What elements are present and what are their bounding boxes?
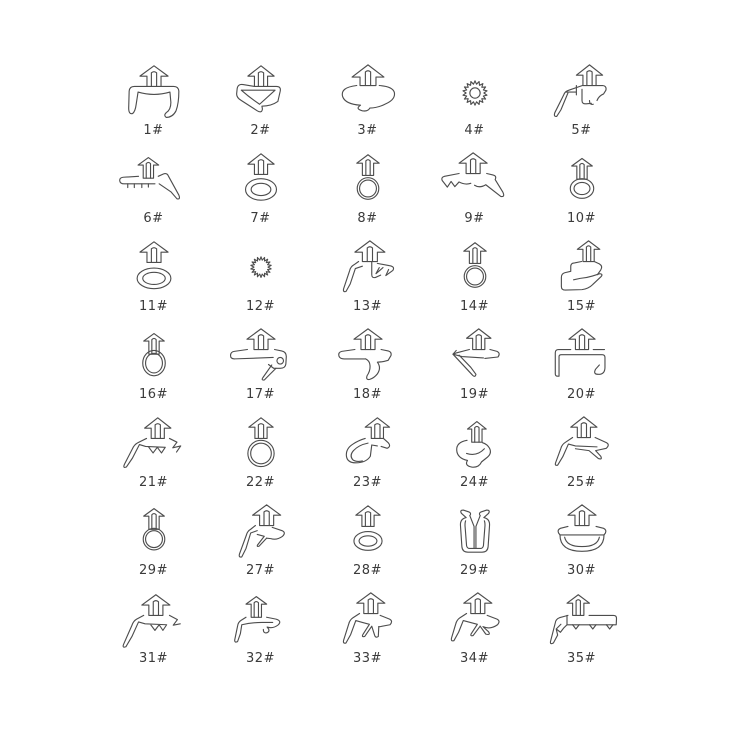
profile-label: 25# [567, 475, 596, 490]
profile-label: 19# [460, 387, 489, 402]
arrow-anchor-slant-leg-branches-icon [211, 503, 311, 563]
arrow-anchor-large-circle-ring-icon [211, 415, 311, 475]
arrow-anchor-slant-leg-flippers-icon [318, 239, 418, 299]
arrow-anchor-tall-oval-ring-icon [104, 327, 204, 387]
arrow-anchor-wavy-bar-flipper-icon [425, 151, 525, 211]
serrated-ring-icon [425, 63, 525, 123]
profile-label: 14# [460, 299, 489, 314]
arrow-anchor-wide-oval-ring-icon [104, 239, 204, 299]
profile-item-14 [421, 232, 528, 320]
profile-label: 7# [250, 211, 271, 226]
arrow-anchor-long-leg-zigzag-icon [104, 591, 204, 651]
profile-label: 27# [246, 563, 275, 578]
profile-item-33 [314, 584, 421, 672]
profile-label: 2# [250, 123, 271, 138]
profile-label: 15# [567, 299, 596, 314]
arrow-anchor-circle-ring-icon [318, 151, 418, 211]
arrow-anchor-oval-ring-icon [318, 503, 418, 563]
profile-label: 35# [567, 651, 596, 666]
profile-item-32 [207, 584, 314, 672]
profile-item-20 [528, 320, 635, 408]
profile-item-23 [314, 408, 421, 496]
profile-item-29 [421, 496, 528, 584]
profile-label: 33# [353, 651, 382, 666]
profile-item-6 [100, 144, 207, 232]
profile-item-31 [100, 584, 207, 672]
profile-item-16 [100, 320, 207, 408]
profile-label: 6# [143, 211, 164, 226]
profile-label: 29# [460, 563, 489, 578]
profile-label: 31# [139, 651, 168, 666]
profile-label: 9# [464, 211, 485, 226]
arrow-anchor-arrowhead-leg-icon [425, 327, 525, 387]
profile-label: 3# [357, 123, 378, 138]
profile-item-2 [207, 56, 314, 144]
profile-label: 8# [357, 211, 378, 226]
tulip-vase-two-prong-icon [425, 503, 525, 563]
arrow-anchor-large-oval-ring-icon [211, 151, 311, 211]
profile-item-34 [421, 584, 528, 672]
arrow-anchor-long-notched-bar-icon [532, 591, 632, 651]
profile-label: 34# [460, 651, 489, 666]
profile-label: 30# [567, 563, 596, 578]
arrow-anchor-small-oval-ring-icon [532, 151, 632, 211]
arrow-anchor-claw-base-icon [104, 63, 204, 123]
profile-item-5 [528, 56, 635, 144]
profile-item-30 [528, 496, 635, 584]
profile-item-10 [528, 144, 635, 232]
profile-label: 20# [567, 387, 596, 402]
profile-item-28 [314, 496, 421, 584]
arrow-anchor-slant-leg-two-prong-icon [318, 591, 418, 651]
profile-label: 13# [353, 299, 382, 314]
arrow-anchor-slant-leg-arrow-icon [532, 415, 632, 475]
profile-label: 28# [353, 563, 382, 578]
arrow-anchor-slant-leg-zigzag-icon [104, 415, 204, 475]
profile-item-24 [421, 408, 528, 496]
arrow-anchor-side-pouch-icon [318, 415, 418, 475]
arrow-anchor-stepped-hook-icon [532, 239, 632, 299]
profile-item-18 [314, 320, 421, 408]
profile-label: 12# [246, 299, 275, 314]
profile-label: 4# [464, 123, 485, 138]
profile-label: 10# [567, 211, 596, 226]
profile-item-21 [100, 408, 207, 496]
profile-label: 11# [139, 299, 168, 314]
arrow-anchor-s-hook-icon [318, 327, 418, 387]
profile-label: 21# [139, 475, 168, 490]
serrated-ring-hollow-icon [211, 239, 311, 299]
profile-label: 32# [246, 651, 275, 666]
profile-item-3 [314, 56, 421, 144]
arrow-anchor-circle-ring-2-icon [425, 239, 525, 299]
arrow-anchor-wedge-base-icon [211, 63, 311, 123]
profile-item-15 [528, 232, 635, 320]
profile-label: 22# [246, 475, 275, 490]
profile-grid [100, 56, 635, 672]
profile-label: 24# [460, 475, 489, 490]
arrow-anchor-channel-hook-icon [532, 327, 632, 387]
profile-label: 1# [143, 123, 164, 138]
profile-label: 17# [246, 387, 275, 402]
profile-item-19 [421, 320, 528, 408]
arrow-anchor-circle-ring-3-icon [104, 503, 204, 563]
profile-label: 16# [139, 387, 168, 402]
profile-item-11 [100, 232, 207, 320]
profile-item-12 [207, 232, 314, 320]
profile-item-7 [207, 144, 314, 232]
profile-label: 23# [353, 475, 382, 490]
profile-item-17 [207, 320, 314, 408]
profile-item-22 [207, 408, 314, 496]
profile-item-8 [314, 144, 421, 232]
profile-item-4 [421, 56, 528, 144]
arrow-anchor-slant-leg-caliper-icon [532, 63, 632, 123]
profile-item-1 [100, 56, 207, 144]
arrow-anchor-toothed-bar-tail-icon [104, 151, 204, 211]
arrow-anchor-curved-bar-hook-icon [211, 591, 311, 651]
profile-item-9 [421, 144, 528, 232]
profile-item-27 [207, 496, 314, 584]
profile-label: 29# [139, 563, 168, 578]
profile-item-35 [528, 584, 635, 672]
arrow-anchor-bar-eyelet-leg-icon [211, 327, 311, 387]
profile-item-26 [100, 496, 207, 584]
arrow-anchor-boat-pouch-icon [425, 415, 525, 475]
profile-label: 18# [353, 387, 382, 402]
arrow-anchor-bowl-base-icon [532, 503, 632, 563]
profile-label: 5# [571, 123, 592, 138]
arrow-anchor-curved-base-icon [318, 63, 418, 123]
profile-item-25 [528, 408, 635, 496]
arrow-anchor-slant-leg-hook-icon [425, 591, 525, 651]
profile-item-13 [314, 232, 421, 320]
